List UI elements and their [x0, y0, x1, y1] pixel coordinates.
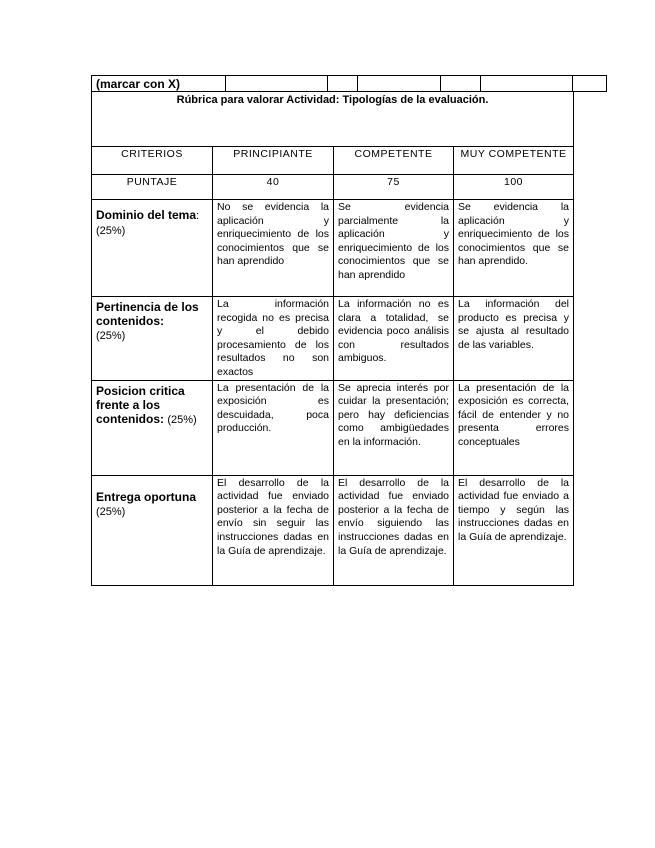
- level-principiante: La presentación de la exposición es descuidada, poca producción.: [213, 380, 334, 475]
- mark-label: (marcar con X): [92, 76, 226, 92]
- mark-cell[interactable]: [480, 76, 572, 92]
- mark-cell[interactable]: [226, 76, 328, 92]
- level-principiante: No se evidencia la aplicación y enriquecimiento de los conocimientos que se han aprendido: [213, 200, 334, 297]
- score-competente: 75: [334, 175, 454, 200]
- level-principiante: El desarrollo de la actividad fue enviado posterior a la fecha de envío sin seguir las instrucciones dadas en la Guía de aprendizaje.: [213, 475, 334, 585]
- mark-cell[interactable]: [572, 76, 606, 92]
- rubric-table: [91, 91, 574, 586]
- level-competente: La información no es clara a totalidad, se evidencia poco análisis con resultados ambiguos.: [334, 297, 454, 381]
- criterion-pertinencia: [92, 297, 213, 381]
- criterion-weight: (25%): [96, 225, 126, 237]
- criterion-weight: (25%): [167, 413, 197, 426]
- criterion-dominio: [92, 200, 213, 297]
- level-competente: El desarrollo de la actividad fue enviado posterior a la fecha de envío siguiendo las instrucciones dadas en la Guía de aprendizaje.: [334, 475, 454, 585]
- level-muy-competente: La información del producto es precisa y se ajusta al resultado de las variables.: [454, 297, 574, 381]
- score-label: PUNTAJE: [92, 175, 213, 200]
- criterion-weight: (25%): [96, 505, 126, 518]
- mark-row-table: [91, 75, 607, 92]
- level-competente: Se aprecia interés por cuidar la presentación; pero hay deficiencias como ambigüedades en la información.: [334, 380, 454, 475]
- criterion-posicion-critica: [92, 380, 213, 475]
- level-principiante: La información recogida no es precisa y el debido procesamiento de los resultados no son exactos: [213, 297, 334, 381]
- criterion-name: Posicion critica frente a los contenidos:: [96, 383, 185, 426]
- rubric-title: Rúbrica para valorar Actividad: Tipologías de la evaluación.: [92, 92, 574, 147]
- criterion-entrega: [92, 475, 213, 585]
- criterion-weight: (25%): [96, 330, 126, 342]
- criterion-suffix: :: [196, 210, 200, 222]
- level-muy-competente: El desarrollo de la actividad fue enviado a tiempo y según las instrucciones dadas en la Guía de aprendizaje.: [454, 475, 574, 585]
- mark-cell[interactable]: [440, 76, 480, 92]
- level-muy-competente: La presentación de la exposición es correcta, fácil de entender y no presenta errores conceptuales: [454, 380, 574, 475]
- criterion-name: Entrega oportuna: [96, 489, 197, 504]
- level-muy-competente: Se evidencia la aplicación y enriquecimiento de los conocimientos que se han aprendido.: [454, 200, 574, 297]
- header-muy-competente: MUY COMPETENTE: [454, 147, 574, 175]
- level-competente: Se evidencia parcialmente la aplicación y enriquecimiento de los conocimientos que se han aprendido: [334, 200, 454, 297]
- score-muy-competente: 100: [454, 175, 574, 200]
- mark-cell[interactable]: [328, 76, 358, 92]
- score-principiante: 40: [213, 175, 334, 200]
- header-criterios: CRITERIOS: [92, 147, 213, 175]
- mark-cell[interactable]: [358, 76, 441, 92]
- criterion-name: Pertinencia de los contenidos:: [96, 300, 199, 328]
- criterion-name: Dominio del tema: [96, 208, 197, 222]
- header-competente: COMPETENTE: [334, 147, 454, 175]
- header-principiante: PRINCIPIANTE: [213, 147, 334, 175]
